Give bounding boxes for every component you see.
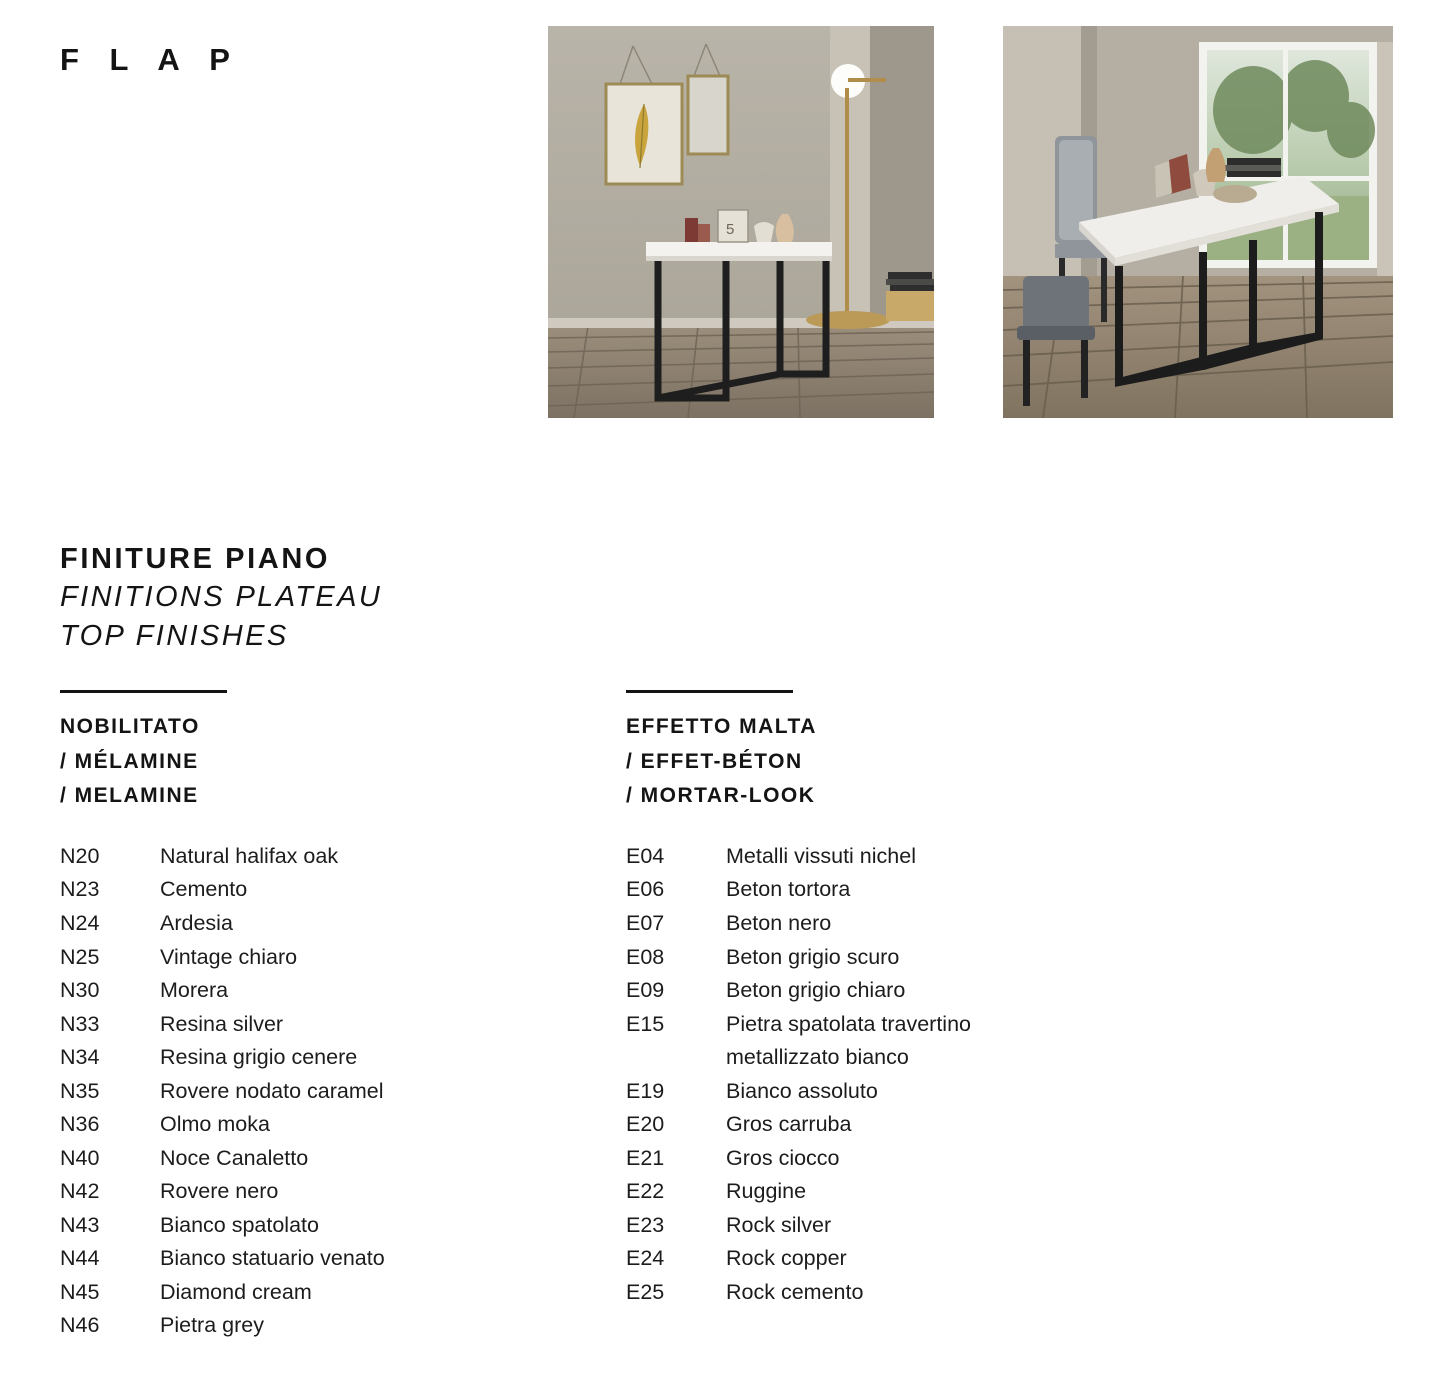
finish-code: N46	[60, 1313, 100, 1338]
finish-name: Gros ciocco	[726, 1145, 840, 1170]
finish-name: Bianco spatolato	[160, 1212, 319, 1237]
finish-code: N36	[60, 1112, 100, 1137]
finish-name: Bianco assoluto	[726, 1078, 878, 1103]
finish-code: N45	[60, 1279, 100, 1304]
list-item	[626, 1276, 1186, 1310]
finish-code: N35	[60, 1078, 100, 1103]
finish-code: N33	[60, 1011, 100, 1036]
finish-code: E24	[626, 1246, 665, 1271]
finish-code: N20	[60, 843, 100, 868]
finish-name: Vintage chiaro	[160, 944, 298, 969]
list-item	[626, 1108, 1186, 1142]
finish-name: Morera	[160, 978, 229, 1003]
list-item	[60, 873, 580, 907]
finish-code: N42	[60, 1179, 100, 1204]
finish-code: E04	[626, 843, 665, 868]
column-title-fr: / MÉLAMINE	[60, 749, 199, 773]
finish-name: Resina grigio cenere	[160, 1045, 358, 1070]
finish-name: Cemento	[160, 877, 248, 902]
finish-code: N23	[60, 877, 100, 902]
finish-code: E23	[626, 1212, 665, 1237]
finish-code: E22	[626, 1179, 665, 1204]
finish-list-mortar-look	[626, 840, 1186, 1309]
section-heading	[60, 540, 760, 655]
finish-name: Rovere nero	[160, 1179, 279, 1204]
finish-code: E06	[626, 877, 665, 902]
finish-code: N43	[60, 1212, 100, 1237]
column-title-en: / MORTAR-LOOK	[626, 784, 816, 808]
list-item	[60, 1041, 580, 1075]
finish-code: E19	[626, 1078, 665, 1103]
finish-name: Rock copper	[726, 1246, 847, 1271]
finish-name: Beton nero	[726, 910, 832, 935]
finish-code: E15	[626, 1011, 665, 1036]
console-table-illustration	[548, 26, 934, 418]
finish-name: Bianco statuario venato	[160, 1246, 385, 1271]
finish-name: Gros carruba	[726, 1112, 852, 1137]
finish-name: Resina silver	[160, 1011, 284, 1036]
section-heading-en: TOP FINISHES	[60, 619, 289, 652]
list-item	[60, 840, 580, 874]
list-item	[626, 1175, 1186, 1209]
section-heading-it: FINITURE PIANO	[60, 543, 331, 575]
finish-name: Beton grigio chiaro	[726, 978, 906, 1003]
list-item	[626, 1008, 1186, 1075]
list-item	[626, 1209, 1186, 1243]
list-item	[626, 873, 1186, 907]
column-title-fr: / EFFET-BÉTON	[626, 749, 803, 773]
finish-code: N25	[60, 944, 100, 969]
finish-list-melamine	[60, 840, 580, 1343]
finish-name-line2: metallizzato bianco	[726, 1045, 909, 1070]
list-item	[626, 907, 1186, 941]
list-item	[60, 1075, 580, 1109]
list-item	[626, 941, 1186, 975]
list-item	[60, 1008, 580, 1042]
dining-table-illustration	[1003, 26, 1393, 418]
column-title-it: EFFETTO MALTA	[626, 715, 817, 738]
finish-code: E21	[626, 1145, 665, 1170]
column-rule	[626, 690, 793, 693]
list-item	[626, 1075, 1186, 1109]
finish-name: Metalli vissuti nichel	[726, 843, 916, 868]
console-table-room-photo	[548, 26, 934, 418]
list-item	[60, 1108, 580, 1142]
list-item	[60, 1142, 580, 1176]
list-item	[626, 840, 1186, 874]
finish-name: Ruggine	[726, 1179, 807, 1204]
list-item	[60, 907, 580, 941]
finish-name: Beton tortora	[726, 877, 851, 902]
list-item	[60, 1309, 580, 1343]
column-rule	[60, 690, 227, 693]
list-item	[626, 974, 1186, 1008]
list-item	[626, 1142, 1186, 1176]
finish-code: E08	[626, 944, 665, 969]
finish-name: Olmo moka	[160, 1112, 270, 1137]
column-title-melamine	[60, 710, 580, 814]
finish-code: N24	[60, 910, 100, 935]
finish-code: N34	[60, 1045, 100, 1070]
finish-name: Pietra grey	[160, 1313, 264, 1338]
finish-name: Diamond cream	[160, 1279, 312, 1304]
finish-name: Ardesia	[160, 910, 233, 935]
section-heading-fr: FINITIONS PLATEAU	[60, 581, 383, 614]
finish-code: N40	[60, 1145, 100, 1170]
list-item	[60, 1276, 580, 1310]
finish-name: Noce Canaletto	[160, 1145, 309, 1170]
list-item	[60, 974, 580, 1008]
dining-table-room-photo	[1003, 26, 1393, 418]
list-item	[60, 1242, 580, 1276]
finishes-column-mortar-look	[626, 690, 1186, 1309]
finish-name: Rock cemento	[726, 1279, 864, 1304]
list-item	[60, 1209, 580, 1243]
finish-code: N30	[60, 978, 100, 1003]
finish-name: Beton grigio scuro	[726, 944, 900, 969]
list-item	[626, 1242, 1186, 1276]
finish-code: N44	[60, 1246, 100, 1271]
list-item	[60, 941, 580, 975]
column-title-it: NOBILITATO	[60, 715, 200, 738]
finish-name	[726, 1008, 1186, 1075]
list-item	[60, 1175, 580, 1209]
finish-code: E20	[626, 1112, 665, 1137]
svg-text:5: 5	[726, 221, 735, 238]
finish-name-line1: Pietra spatolata travertino	[726, 1011, 971, 1036]
column-title-mortar-look	[626, 710, 1186, 814]
finish-code: E25	[626, 1279, 665, 1304]
finishes-column-melamine	[60, 690, 580, 1343]
finish-name: Rovere nodato caramel	[160, 1078, 384, 1103]
page-title: F L A P	[60, 42, 241, 77]
finish-name: Natural halifax oak	[160, 843, 339, 868]
finish-code: E09	[626, 978, 665, 1003]
finish-code: E07	[626, 910, 665, 935]
column-title-en: / MELAMINE	[60, 784, 199, 808]
finish-name: Rock silver	[726, 1212, 832, 1237]
